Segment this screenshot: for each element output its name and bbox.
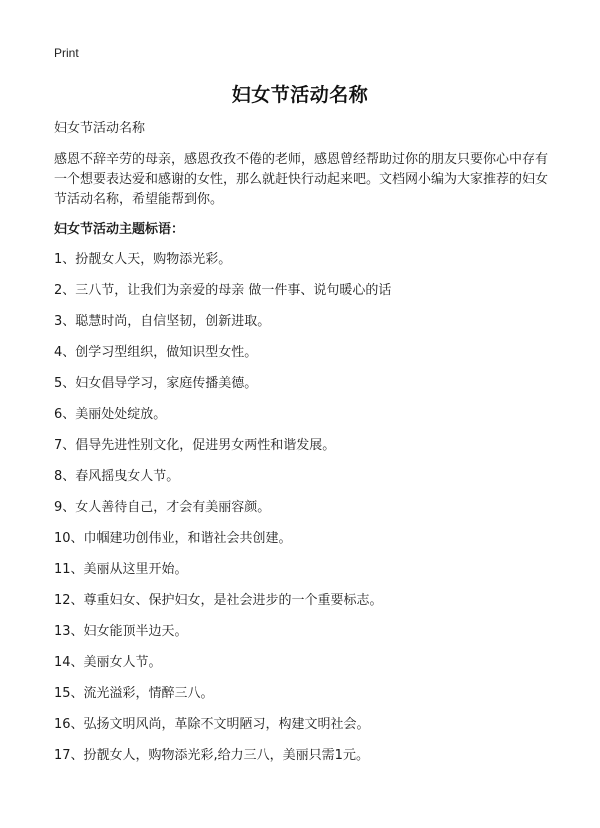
slogan-item: 5、妇女倡导学习，家庭传播美德。 xyxy=(54,376,258,391)
document-body xyxy=(54,119,554,777)
slogan-item: 11、美丽从这里开始。 xyxy=(54,562,188,577)
slogan-item: 1、扮靓女人天，购物添光彩。 xyxy=(54,252,232,267)
slogan-item: 10、巾帼建功创伟业，和谐社会共创建。 xyxy=(54,531,292,546)
print-link[interactable]: Print xyxy=(54,46,79,60)
slogan-item: 17、扮靓女人，购物添光彩,给力三八，美丽只需1元。 xyxy=(54,748,369,763)
slogan-item: 3、聪慧时尚，自信坚韧，创新进取。 xyxy=(54,314,271,329)
slogan-item: 12、尊重妇女、保护妇女，是社会进步的一个重要标志。 xyxy=(54,593,383,608)
slogan-list xyxy=(54,250,554,777)
slogan-item: 16、弘扬文明风尚，革除不文明陋习，构建文明社会。 xyxy=(54,717,370,732)
slogan-item: 9、女人善待自己，才会有美丽容颜。 xyxy=(54,500,271,515)
section-heading: 妇女节活动主题标语： xyxy=(54,222,185,237)
page-title: 妇女节活动名称 xyxy=(231,84,369,106)
slogan-item: 2、三八节，让我们为亲爱的母亲 做一件事、说句暖心的话 xyxy=(54,283,392,298)
intro-paragraph: 感恩不辞辛劳的母亲，感恩孜孜不倦的老师，感恩曾经帮助过你的朋友只要你心中存有一个想要表达爱和感谢的女性，那么就赶快行动起来吧。文档网小编为大家推荐的妇女节活动名称，希望能帮到你。 xyxy=(54,152,549,207)
slogan-item: 14、美丽女人节。 xyxy=(54,655,162,670)
slogan-item: 13、妇女能顶半边天。 xyxy=(54,624,188,639)
subtitle: 妇女节活动名称 xyxy=(54,121,146,136)
slogan-item: 8、春风摇曳女人节。 xyxy=(54,469,180,484)
slogan-item: 7、倡导先进性别文化，促进男女两性和谐发展。 xyxy=(54,438,336,453)
slogan-item: 6、美丽处处绽放。 xyxy=(54,407,167,422)
slogan-item: 4、创学习型组织，做知识型女性。 xyxy=(54,345,258,360)
slogan-item: 15、流光溢彩，情醉三八。 xyxy=(54,686,214,701)
